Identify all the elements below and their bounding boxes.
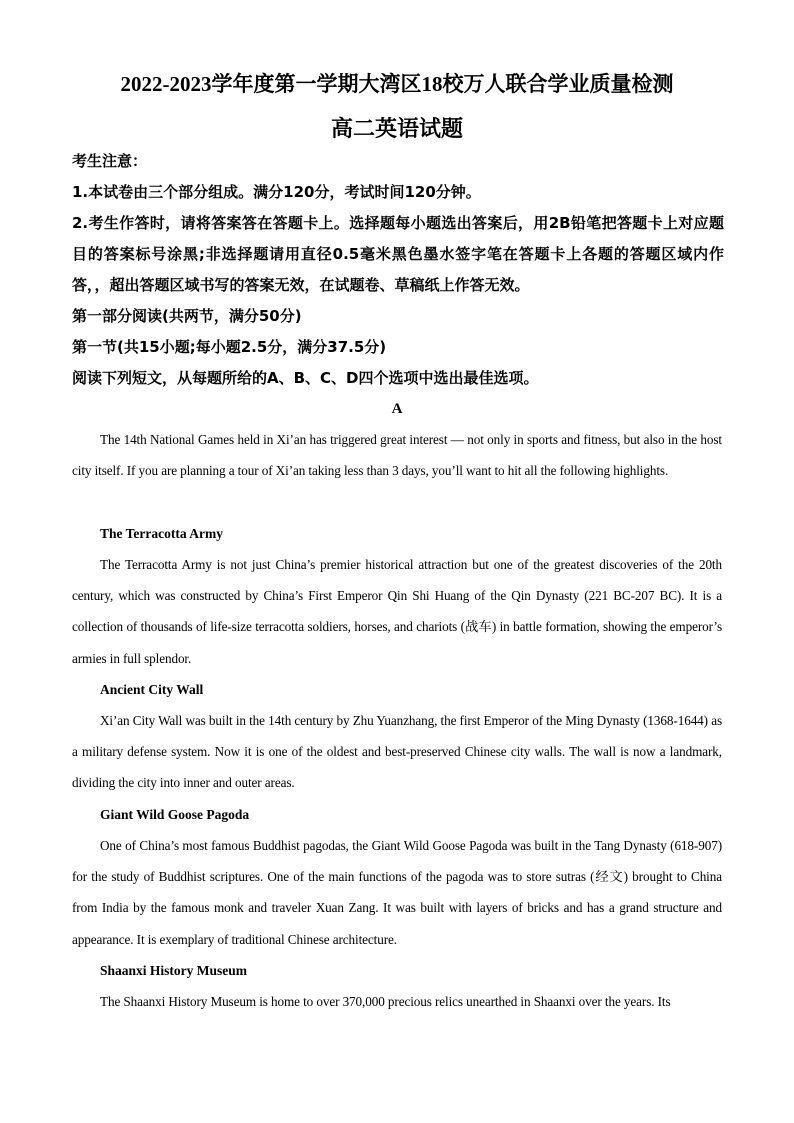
heading-shaanxi-history-museum: Shaanxi History Museum	[100, 963, 248, 978]
notice-label: 考生注意：	[72, 152, 148, 170]
notice-item-1: 1.本试卷由三个部分组成。满分120分，考试时间120分钟。	[72, 183, 481, 201]
paragraph-giant-wild-goose-pagoda: One of China’s most famous Buddhist pagodas, the Giant Wild Goose Pagoda was built in the Tang Dynasty (618-907) for the study of Buddhist scriptures. One of the main functions of the pagoda was to store sutras (经文) brought to China from India by the famous monk and traveler Xuan Zang. It was built with layers of bricks and has a grand structure and appearance. It is exemplary of traditional Chinese architecture.	[72, 838, 722, 947]
paragraph-terracotta-army: The Terracotta Army is not just China’s premier historical attraction but one of the greatest discoveries of the 20th century, which was constructed by China’s First Emperor Qin Shi Huang of the Qin Dynasty (221 BC-207 BC). It is a collection of thousands of life-size terracotta soldiers, horses, and chariots (战车) in battle formation, showing the emperor’s armies in full splendor.	[72, 557, 722, 666]
paragraph-shaanxi-history-museum: The Shaanxi History Museum is home to over 370,000 precious relics unearthed in Shaanxi over the years. Its	[100, 994, 671, 1009]
part-heading: 第一部分阅读(共两节，满分50分)	[72, 307, 302, 325]
reading-instruction: 阅读下列短文，从每题所给的A、B、C、D四个选项中选出最佳选项。	[72, 369, 539, 387]
exam-title: 2022-2023学年度第一学期大湾区18校万人联合学业质量检测	[120, 72, 674, 96]
section-heading: 第一节(共15小题;每小题2.5分，满分37.5分)	[72, 338, 387, 356]
passage-label: A	[391, 401, 403, 417]
heading-ancient-city-wall: Ancient City Wall	[100, 682, 204, 697]
passage-intro: The 14th National Games held in Xi’an has triggered great interest — not only in sports and fitness, but also in the host city itself. If you are planning a tour of Xi’an taking less than 3 days, you’ll want to hit all the following highlights.	[72, 432, 722, 479]
heading-giant-wild-goose-pagoda: Giant Wild Goose Pagoda	[100, 807, 250, 822]
heading-terracotta-army: The Terracotta Army	[100, 526, 223, 541]
notice-item-2: 2.考生作答时，请将答案答在答题卡上。选择题每小题选出答案后，用2B铅笔把答题卡上对应题目的答案标号涂黑;非选择题请用直径0.5毫米黑色墨水签字笔在答题卡上各题的答题区域内作答，，超出答题区域书写的答案无效，在试题卷、草稿纸上作答无效。	[72, 214, 724, 294]
paragraph-ancient-city-wall: Xi’an City Wall was built in the 14th century by Zhu Yuanzhang, the first Emperor of the Ming Dynasty (1368-1644) as a military defense system. Now it is one of the oldest and best-preserved Chinese city walls. The wall is now a landmark, dividing the city into inner and outer areas.	[72, 713, 722, 791]
exam-subtitle: 高二英语试题	[330, 116, 463, 141]
